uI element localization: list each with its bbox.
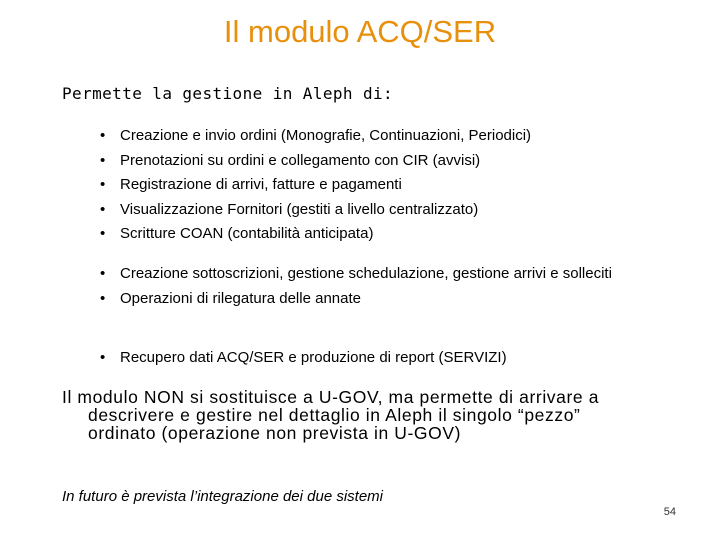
- bullet-list-2: [100, 265, 660, 315]
- bullet-list-3: [100, 346, 507, 371]
- bullet-icon: •: [100, 151, 106, 169]
- list-item: [100, 290, 660, 308]
- list-item: [100, 198, 531, 223]
- bullet-icon: •: [100, 127, 106, 144]
- intro-text: Permette la gestione in Aleph di:: [62, 84, 394, 103]
- body-paragraph: [62, 388, 648, 442]
- list-item: [100, 265, 660, 283]
- slide-title: Il modulo ACQ/SER: [223, 14, 497, 49]
- bullet-icon: •: [100, 200, 106, 218]
- list-item: [100, 149, 531, 174]
- list-item-text: Operazioni di rilegatura delle annate: [120, 290, 361, 307]
- bullet-icon: •: [100, 349, 106, 366]
- footnote: In futuro è prevista l’integrazione dei due sistemi: [62, 488, 384, 505]
- bullet-icon: •: [100, 176, 106, 193]
- list-item: [100, 222, 531, 247]
- list-item-text: Registrazione di arrivi, fatture e pagamenti: [120, 176, 402, 193]
- bullet-list-1: [100, 124, 531, 247]
- page-number: 54: [663, 506, 676, 518]
- list-item-text: Prenotazioni su ordini e collegamento con CIR (avvisi): [120, 151, 481, 169]
- bullet-icon: •: [100, 225, 106, 242]
- list-item-text: Scritture COAN (contabilità anticipata): [120, 225, 374, 242]
- list-item: [100, 124, 531, 149]
- list-item-text: Creazione e invio ordini (Monografie, Continuazioni, Periodici): [120, 127, 532, 144]
- paragraph-text: Il modulo NON si sostituisce a U-GOV, ma permette di arrivare a descrivere e gestire nel dettaglio in Aleph il singolo “pezzo” ordinato (operazione non prevista in U-GOV): [62, 387, 600, 443]
- list-item: [100, 173, 531, 198]
- list-item-text: Recupero dati ACQ/SER e produzione di report (SERVIZI): [120, 349, 507, 366]
- list-item-text: Visualizzazione Fornitori (gestiti a livello centralizzato): [120, 200, 479, 218]
- bullet-icon: •: [100, 265, 106, 282]
- list-item-text: Creazione sottoscrizioni, gestione schedulazione, gestione arrivi e solleciti: [120, 265, 612, 282]
- list-item: [100, 346, 507, 371]
- bullet-icon: •: [100, 290, 106, 307]
